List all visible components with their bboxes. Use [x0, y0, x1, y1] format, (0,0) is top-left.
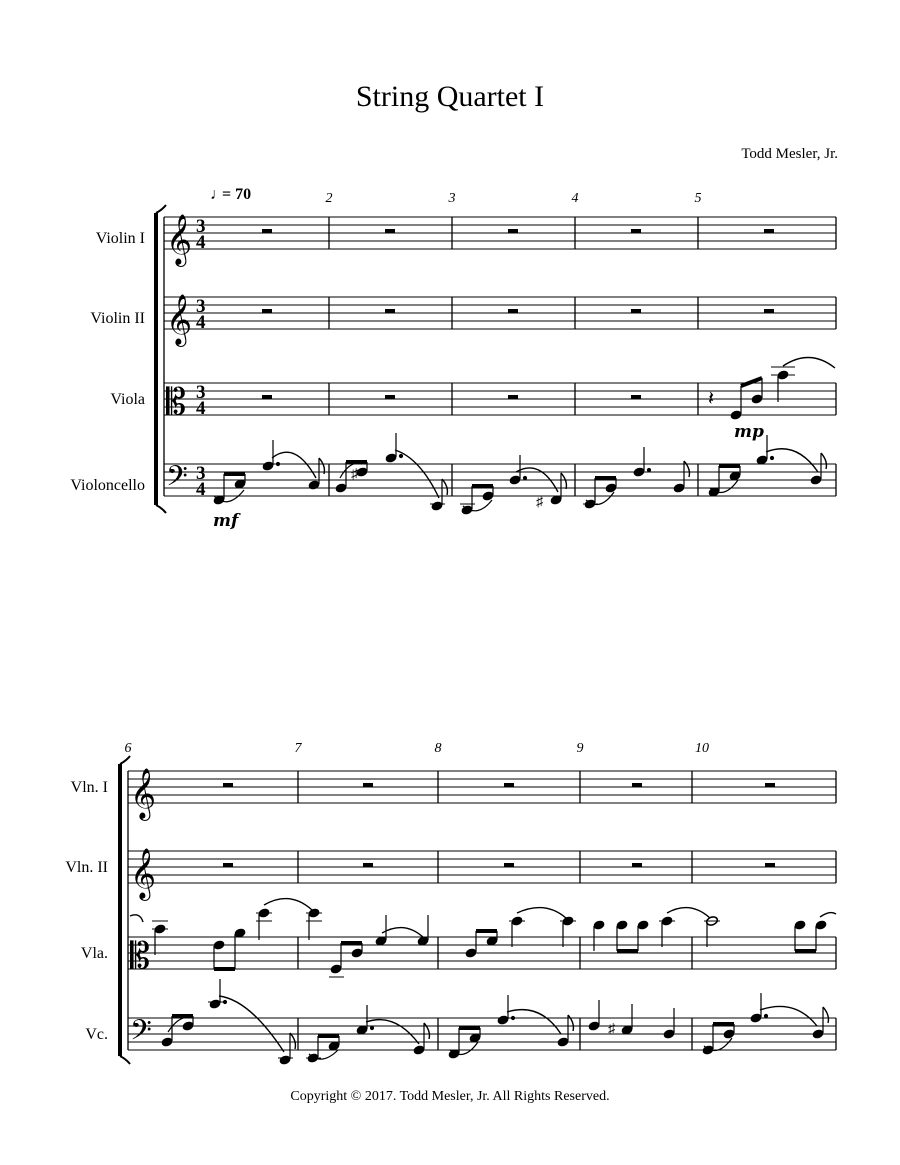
- quarter-rest-icon: 𝄽: [708, 386, 715, 410]
- time-signature-violin-1: [196, 216, 206, 253]
- svg-text:♯: ♯: [608, 1022, 615, 1037]
- measure-number: 9: [576, 741, 584, 756]
- barlines: [128, 771, 836, 1050]
- system-2: [120, 756, 836, 1064]
- tempo-marking: [210, 186, 251, 203]
- instrument-label-violoncello: Vc.: [85, 1026, 108, 1043]
- measure-number: 2: [325, 191, 333, 206]
- dynamic-marking-mf: mf: [213, 511, 239, 531]
- treble-clef-icon: 𝄞: [166, 294, 193, 345]
- barlines: [164, 217, 836, 496]
- instrument-label-viola: Viola: [110, 391, 145, 408]
- treble-clef-icon: 𝄞: [166, 214, 193, 265]
- staff-viola: [128, 937, 836, 969]
- measure-number: 7: [294, 741, 302, 756]
- viola-notes-system-2: [130, 899, 836, 977]
- instrument-label-violin-1: Violin I: [95, 230, 145, 247]
- measure-number: 5: [694, 191, 702, 206]
- measure-number: 3: [448, 191, 456, 206]
- viola-measure-5: [708, 357, 835, 420]
- alto-clef-icon: 𝄡: [166, 382, 187, 423]
- svg-text:4: 4: [196, 312, 206, 333]
- staff-violin-2: [128, 851, 836, 883]
- measure-number: 8: [434, 741, 442, 756]
- bass-clef-icon: 𝄢: [166, 460, 188, 500]
- instrument-label-violoncello: Violoncello: [70, 477, 145, 494]
- instrument-label-viola: Vla.: [80, 945, 108, 962]
- time-signature-violoncello: [196, 463, 206, 500]
- measure-number: 10: [695, 741, 709, 756]
- score-title: String Quartet I: [355, 80, 545, 113]
- cello-notes-system-1: [213, 433, 826, 515]
- svg-text:3: 3: [196, 216, 206, 237]
- svg-text:♯: ♯: [536, 495, 543, 510]
- instrument-label-violin-2: Violin II: [90, 310, 145, 327]
- svg-text:3: 3: [196, 382, 206, 403]
- svg-text:4: 4: [196, 398, 206, 419]
- dynamic-marking-mp: mp: [734, 422, 764, 442]
- quarter-note-icon: ♩: [210, 186, 226, 203]
- svg-text:3: 3: [196, 296, 206, 317]
- treble-clef-icon: 𝄞: [130, 768, 157, 819]
- bass-clef-icon: 𝄢: [130, 1014, 152, 1054]
- treble-clef-icon: 𝄞: [130, 848, 157, 899]
- copyright-notice: Copyright © 2017. Todd Mesler, Jr. All Rights Reserved.: [290, 1089, 610, 1104]
- composer-name: Todd Mesler, Jr.: [741, 146, 838, 162]
- tempo-value: = 70: [222, 186, 252, 203]
- instrument-label-violin-1: Vln. I: [70, 779, 108, 796]
- svg-text:4: 4: [196, 479, 206, 500]
- measure-number: 4: [571, 191, 579, 206]
- whole-rests: [262, 229, 774, 399]
- cello-notes-system-2: [161, 979, 828, 1065]
- time-signature-viola: [196, 382, 206, 419]
- svg-text:3: 3: [196, 463, 206, 484]
- staff-violin-1: [128, 771, 836, 803]
- svg-text:♯: ♯: [351, 467, 358, 482]
- time-signature-violin-2: [196, 296, 206, 333]
- svg-text:4: 4: [196, 232, 206, 253]
- instrument-label-violin-2: Vln. II: [65, 859, 108, 876]
- measure-number: 6: [124, 741, 132, 756]
- alto-clef-icon: 𝄡: [130, 936, 151, 977]
